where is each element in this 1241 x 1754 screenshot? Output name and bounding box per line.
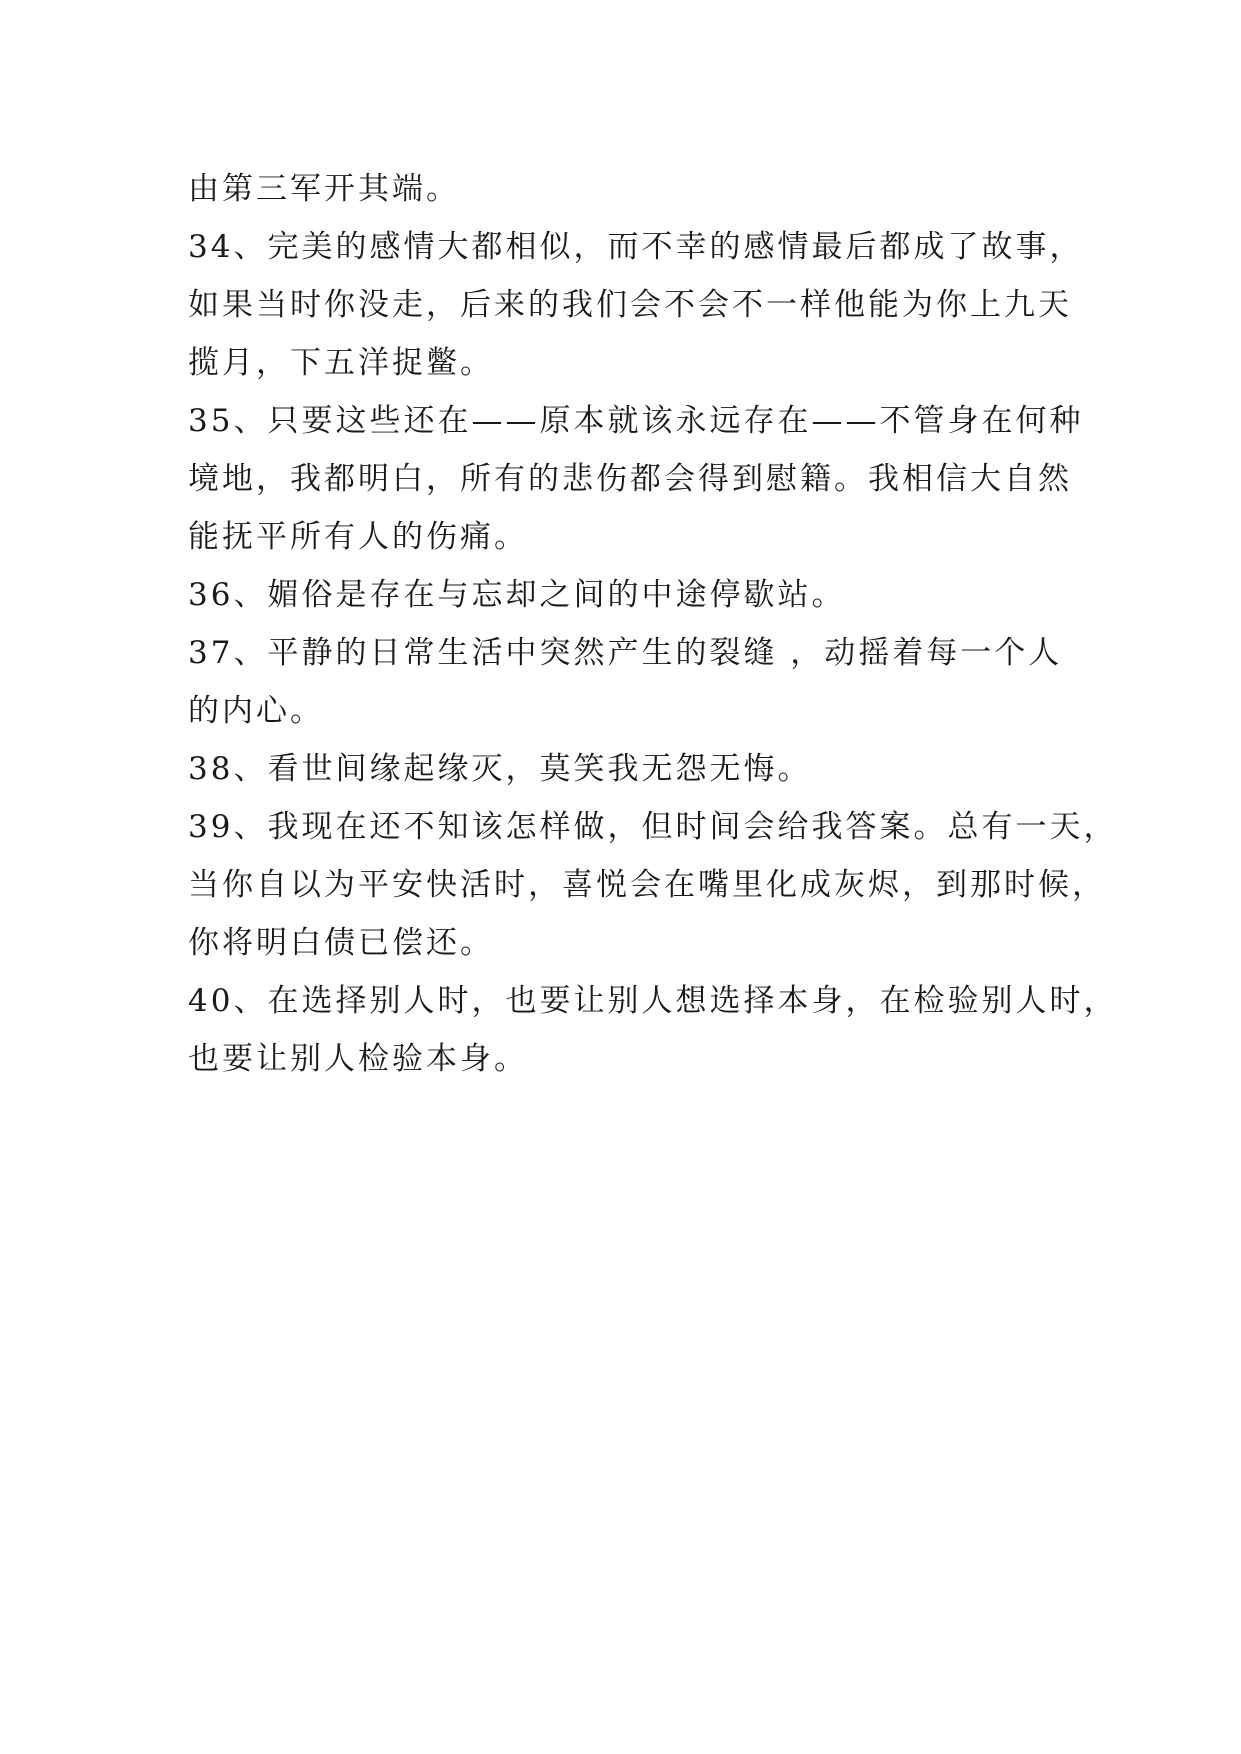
- text-line: 36、媚俗是存在与忘却之间的中途停歇站。: [188, 577, 846, 613]
- text-line: 也要让别人检验本身。: [188, 1041, 528, 1077]
- text-line: 你将明白债已偿还。: [188, 925, 494, 961]
- text-line: 37、平静的日常生活中突然产生的裂缝 ，动摇着每一个人: [188, 635, 1063, 671]
- text-line: 揽月，下五洋捉鳖。: [188, 345, 494, 381]
- text-line: 当你自以为平安快活时，喜悦会在嘴里化成灰烬，到那时候，: [188, 867, 1106, 903]
- text-line: 34、完美的感情大都相似，而不幸的感情最后都成了故事，: [188, 229, 1084, 265]
- document-body: [188, 160, 1118, 1088]
- text-line: 40、在选择别人时，也要让别人想选择本身，在检验别人时，: [188, 983, 1118, 1019]
- text-line: 35、只要这些还在——原本就该永远存在——不管身在何种: [188, 403, 1084, 439]
- text-line: 由第三军开其端。: [188, 171, 460, 207]
- text-line: 的内心。: [188, 693, 324, 729]
- text-line: 38、看世间缘起缘灭，莫笑我无怨无悔。: [188, 751, 812, 787]
- text-line: 境地，我都明白，所有的悲伤都会得到慰籍。我相信大自然: [188, 461, 1072, 497]
- text-line: 39、我现在还不知该怎样做，但时间会给我答案。总有一天，: [188, 809, 1118, 845]
- text-line: 如果当时你没走，后来的我们会不会不一样他能为你上九天: [188, 287, 1072, 323]
- text-line: 能抚平所有人的伤痛。: [188, 519, 528, 555]
